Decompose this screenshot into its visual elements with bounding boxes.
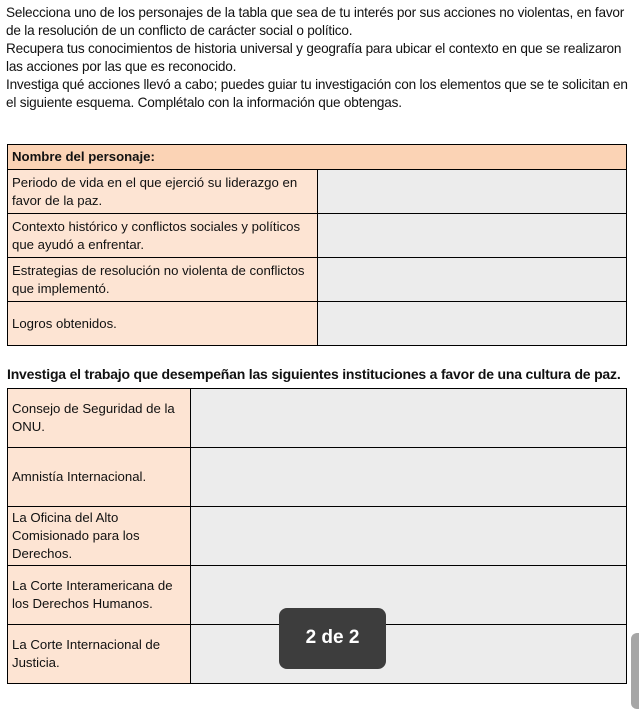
answer-cell[interactable] [317,258,627,302]
row-label: Periodo de vida en el que ejerció su liderazgo en favor de la paz. [8,170,318,214]
answer-cell[interactable] [191,448,627,507]
answer-cell[interactable] [191,507,627,566]
instruction-1: Selecciona uno de los personajes de la tabla que sea de tu interés por sus acciones no violentas, en favor de la resolución de un conflicto de carácter social o político. [6,5,625,38]
nombre-personaje-header: Nombre del personaje: [8,145,627,170]
table-header-row [8,145,627,170]
page-indicator: 2 de 2 [279,608,386,669]
table-row [8,170,627,214]
instituciones-subtitle: Investiga el trabajo que desempeñan las siguientes instituciones a favor de una cultura de paz. [7,366,621,382]
answer-cell[interactable] [317,214,627,258]
row-label: Contexto histórico y conflictos sociales y políticos que ayudó a enfrentar. [8,214,318,258]
answer-cell[interactable] [317,170,627,214]
instruction-2: Recupera tus conocimientos de historia universal y geografía para ubicar el contexto en que se realizaron las acciones por las que es reconocido. [6,41,622,74]
row-label: Consejo de Seguridad de la ONU. [8,389,191,448]
side-handle[interactable] [631,633,639,709]
row-label: Estrategias de resolución no violenta de conflictos que implementó. [8,258,318,302]
table-row [8,507,627,566]
table-row [8,448,627,507]
row-label: La Oficina del Alto Comisionado para los Derechos. [8,507,191,566]
personaje-table [7,144,627,346]
instruction-3: Investiga qué acciones llevó a cabo; puedes guiar tu investigación con los elementos que se te solicitan en el siguiente esquema. Complétalo con la información que obtengas. [6,77,628,110]
instructions [6,4,636,112]
answer-cell[interactable] [317,302,627,346]
table-row [8,258,627,302]
row-label: Amnistía Internacional. [8,448,191,507]
row-label: La Corte Interamericana de los Derechos Humanos. [8,566,191,625]
table-row [8,389,627,448]
answer-cell[interactable] [191,625,627,684]
table-row [8,302,627,346]
row-label: Logros obtenidos. [8,302,318,346]
row-label: La Corte Internacional de Justicia. [8,625,191,684]
answer-cell[interactable] [191,389,627,448]
table-row [8,214,627,258]
answer-cell[interactable] [191,566,627,625]
